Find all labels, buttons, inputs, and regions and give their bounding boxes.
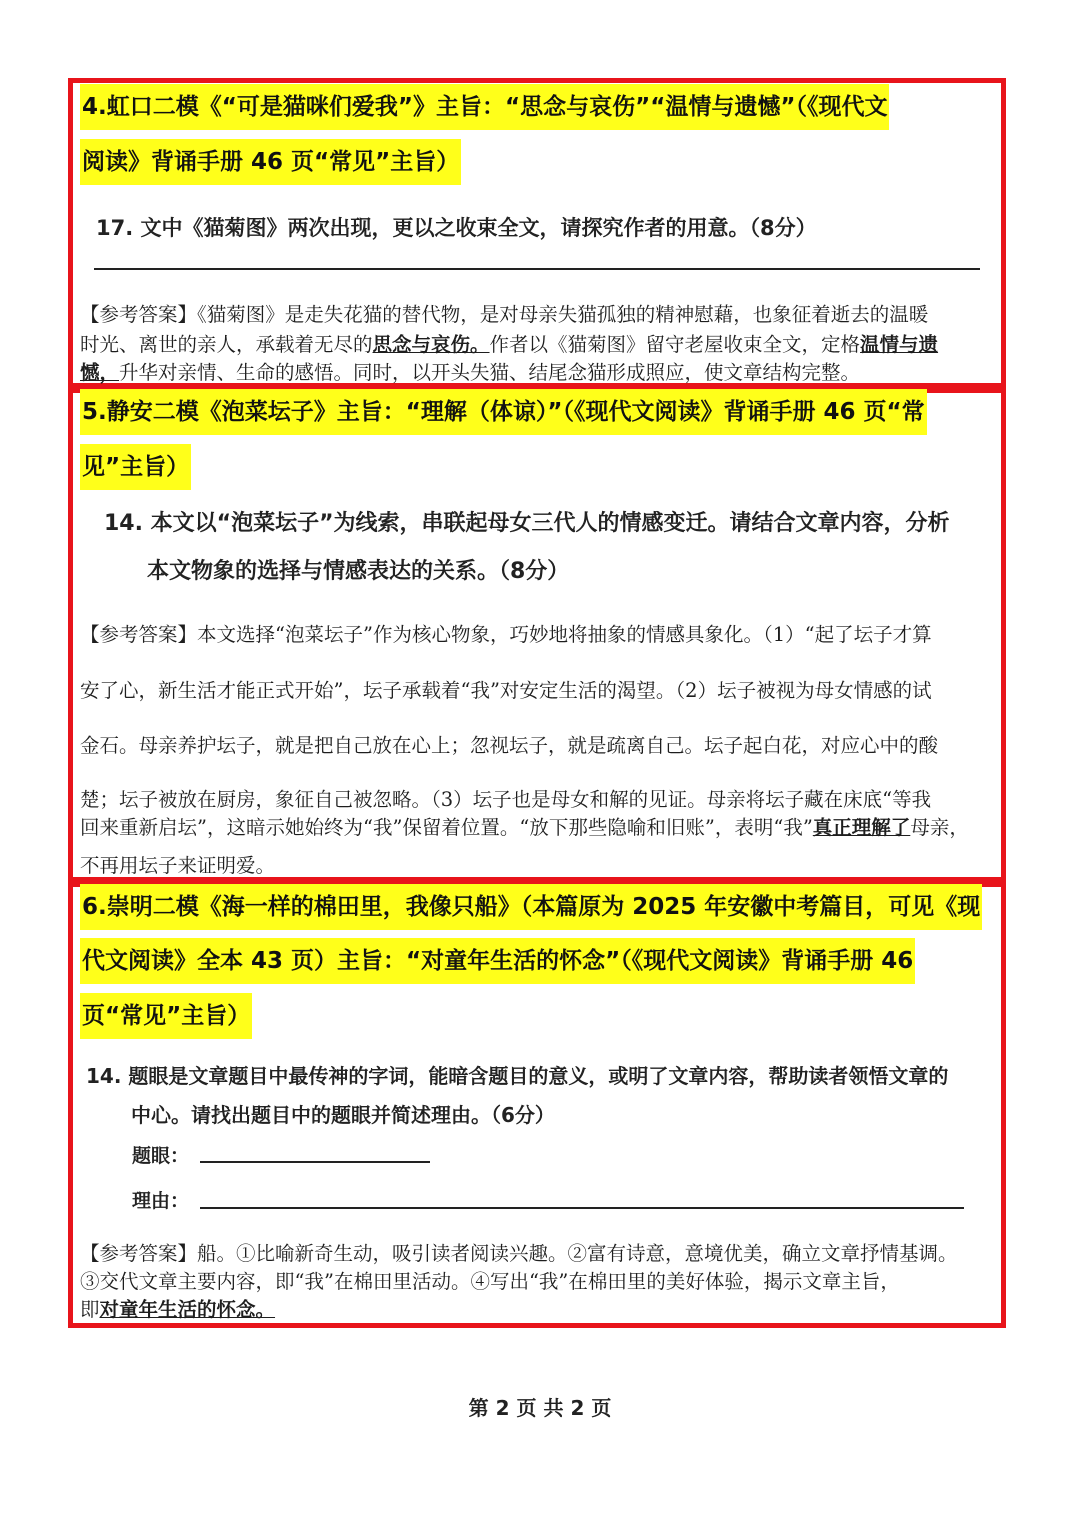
section-6-heading-line-2: 代文阅读》全本 43 页）主旨：“对童年生活的怀念”（《现代文阅读》背诵手册 46: [80, 938, 915, 984]
section-4-heading-line-1: 4.虹口二模《“可是猫咪们爱我”》主旨：“思念与哀伤”“温情与遗憾”（《现代文: [80, 84, 889, 130]
section-6-question-line-2: 中心。请找出题目中的题眼并简述理由。（6分）: [131, 1103, 555, 1127]
tiyan-label: 题眼：: [132, 1145, 190, 1167]
section-4-answer-line-2: 时光、离世的亲人，承载着无尽的思念与哀伤。作者以《猫菊图》留守老屋收束全文，定格温情与遗: [80, 333, 939, 356]
keyword-lijie: 真正理解了: [812, 816, 911, 839]
section-6-question-line-1: 14. 题眼是文章题目中最传神的字词，能暗含题目的意义，或明了文章内容，帮助读者领悟文章的: [86, 1064, 949, 1088]
section-5-heading-line-2: 见”主旨）: [80, 444, 191, 490]
section-5-answer-line-5: 回来重新启坛”，这暗示她始终为“我”保留着位置。“放下那些隐喻和旧账”，表明“我”真正理解了母亲，: [80, 816, 969, 839]
section-5-question-line-2: 本文物象的选择与情感表达的关系。（8分）: [147, 559, 570, 584]
section-4-question: 17. 文中《猫菊图》两次出现，更以之收束全文，请探究作者的用意。（8分）: [96, 216, 817, 240]
section-6-heading-line-1: 6.崇明二模《海一样的棉田里，我像只船》（本篇原为 2025 年安徽中考篇目，可见《现: [80, 884, 982, 930]
section-5-answer-line-2: 安了心，新生活才能正式开始”，坛子承载着“我”对安定生活的渴望。（2）坛子被视为母女情感的试: [80, 679, 932, 702]
section-6-answer-line-2: ③交代文章主要内容，即“我”在棉田里活动。④写出“我”在棉田里的美好体验，揭示文章主旨，: [80, 1270, 900, 1293]
section-4-answer-blank: [94, 268, 980, 270]
section-5-heading-line-1: 5.静安二模《泡菜坛子》主旨：“理解（体谅）”（《现代文阅读》背诵手册 46 页“常: [80, 389, 927, 435]
section-6-answer-line-1: 【参考答案】船。①比喻新奇生动，吸引读者阅读兴趣。②富有诗意，意境优美，确立文章抒情基调。: [80, 1242, 958, 1265]
section-4-answer-line-1: 【参考答案】《猫菊图》是走失花猫的替代物，是对母亲失猫孤独的精神慰藉，也象征着逝去的温暖: [80, 303, 929, 326]
keyword-sinian: 思念与哀伤。: [372, 333, 490, 356]
section-4-answer-line-3: 憾，升华对亲情、生命的感悟。同时，以开头失猫、结尾念猫形成照应，使文章结构完整。: [80, 361, 861, 384]
section-5-answer-line-6: 不再用坛子来证明爱。: [80, 854, 276, 877]
keyword-wenqing: 温情与遗: [860, 333, 939, 356]
page-footer: 第 2 页 共 2 页: [468, 1396, 612, 1420]
section-5-question-line-1: 14. 本文以“泡菜坛子”为线索，串联起母女三代人的情感变迁。请结合文章内容，分析: [104, 511, 950, 536]
section-5-answer-line-1: 【参考答案】本文选择“泡菜坛子”作为核心物象，巧妙地将抽象的情感具象化。（1）“起了坛子才算: [80, 623, 932, 646]
section-4-heading-line-2: 阅读》背诵手册 46 页“常见”主旨）: [80, 139, 461, 185]
section-6-heading-line-3: 页“常见”主旨）: [80, 993, 252, 1039]
section-6-answer-line-3: 即对童年生活的怀念。: [80, 1298, 276, 1321]
tiyan-blank: [200, 1161, 430, 1163]
liyou-label: 理由：: [132, 1190, 190, 1212]
section-5-answer-line-3: 金石。母亲养护坛子，就是把自己放在心上；忽视坛子，就是疏离自己。坛子起白花，对应心中的酸: [80, 734, 939, 757]
section-5-answer-line-4: 楚；坛子被放在厨房，象征自己被忽略。（3）坛子也是母女和解的见证。母亲将坛子藏在床底“等我: [80, 788, 932, 811]
keyword-huainian: 对童年生活的怀念。: [99, 1298, 276, 1321]
liyou-blank: [200, 1207, 964, 1209]
